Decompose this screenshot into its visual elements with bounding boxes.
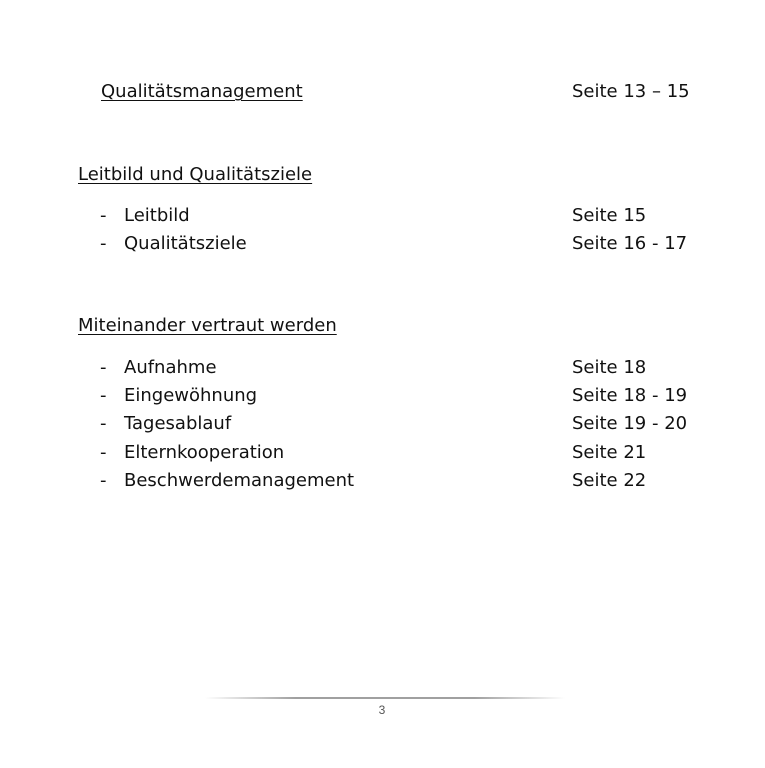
- list-item-label-tagesablauf: Tagesablauf: [124, 413, 232, 434]
- list-item-page-tagesablauf: Seite 19 - 20: [572, 413, 688, 434]
- list-bullet: -: [100, 442, 107, 463]
- section-title-qualitaetsmanagement: Qualitätsmanagement: [101, 81, 303, 102]
- list-item-page-beschwerdemanagement: Seite 22: [572, 470, 647, 491]
- list-item-label-qualitaetsziele: Qualitätsziele: [124, 233, 247, 254]
- list-item-label-beschwerdemanagement: Beschwerdemanagement: [124, 470, 355, 491]
- list-bullet: -: [100, 357, 107, 378]
- footer-divider: [205, 697, 565, 699]
- list-bullet: -: [100, 205, 107, 226]
- list-bullet: -: [100, 413, 107, 434]
- list-item-page-elternkooperation: Seite 21: [572, 442, 647, 463]
- section-title-miteinander-vertraut-werden: Miteinander vertraut werden: [78, 315, 337, 336]
- list-bullet: -: [100, 470, 107, 491]
- list-item-label-leitbild: Leitbild: [124, 205, 190, 226]
- list-item-page-aufnahme: Seite 18: [572, 357, 647, 378]
- section-title-leitbild-und-qualitaetsziele: Leitbild und Qualitätsziele: [78, 164, 313, 185]
- list-bullet: -: [100, 233, 107, 254]
- list-item-label-eingewoehnung: Eingewöhnung: [124, 385, 258, 406]
- list-item-label-aufnahme: Aufnahme: [124, 357, 217, 378]
- list-bullet: -: [100, 385, 107, 406]
- page-number: 3: [378, 703, 386, 717]
- list-item-page-qualitaetsziele: Seite 16 - 17: [572, 233, 688, 254]
- list-item-label-elternkooperation: Elternkooperation: [124, 442, 285, 463]
- list-item-page-eingewoehnung: Seite 18 - 19: [572, 385, 688, 406]
- section-page-ref-qualitaetsmanagement: Seite 13 – 15: [572, 81, 690, 102]
- list-item-page-leitbild: Seite 15: [572, 205, 647, 226]
